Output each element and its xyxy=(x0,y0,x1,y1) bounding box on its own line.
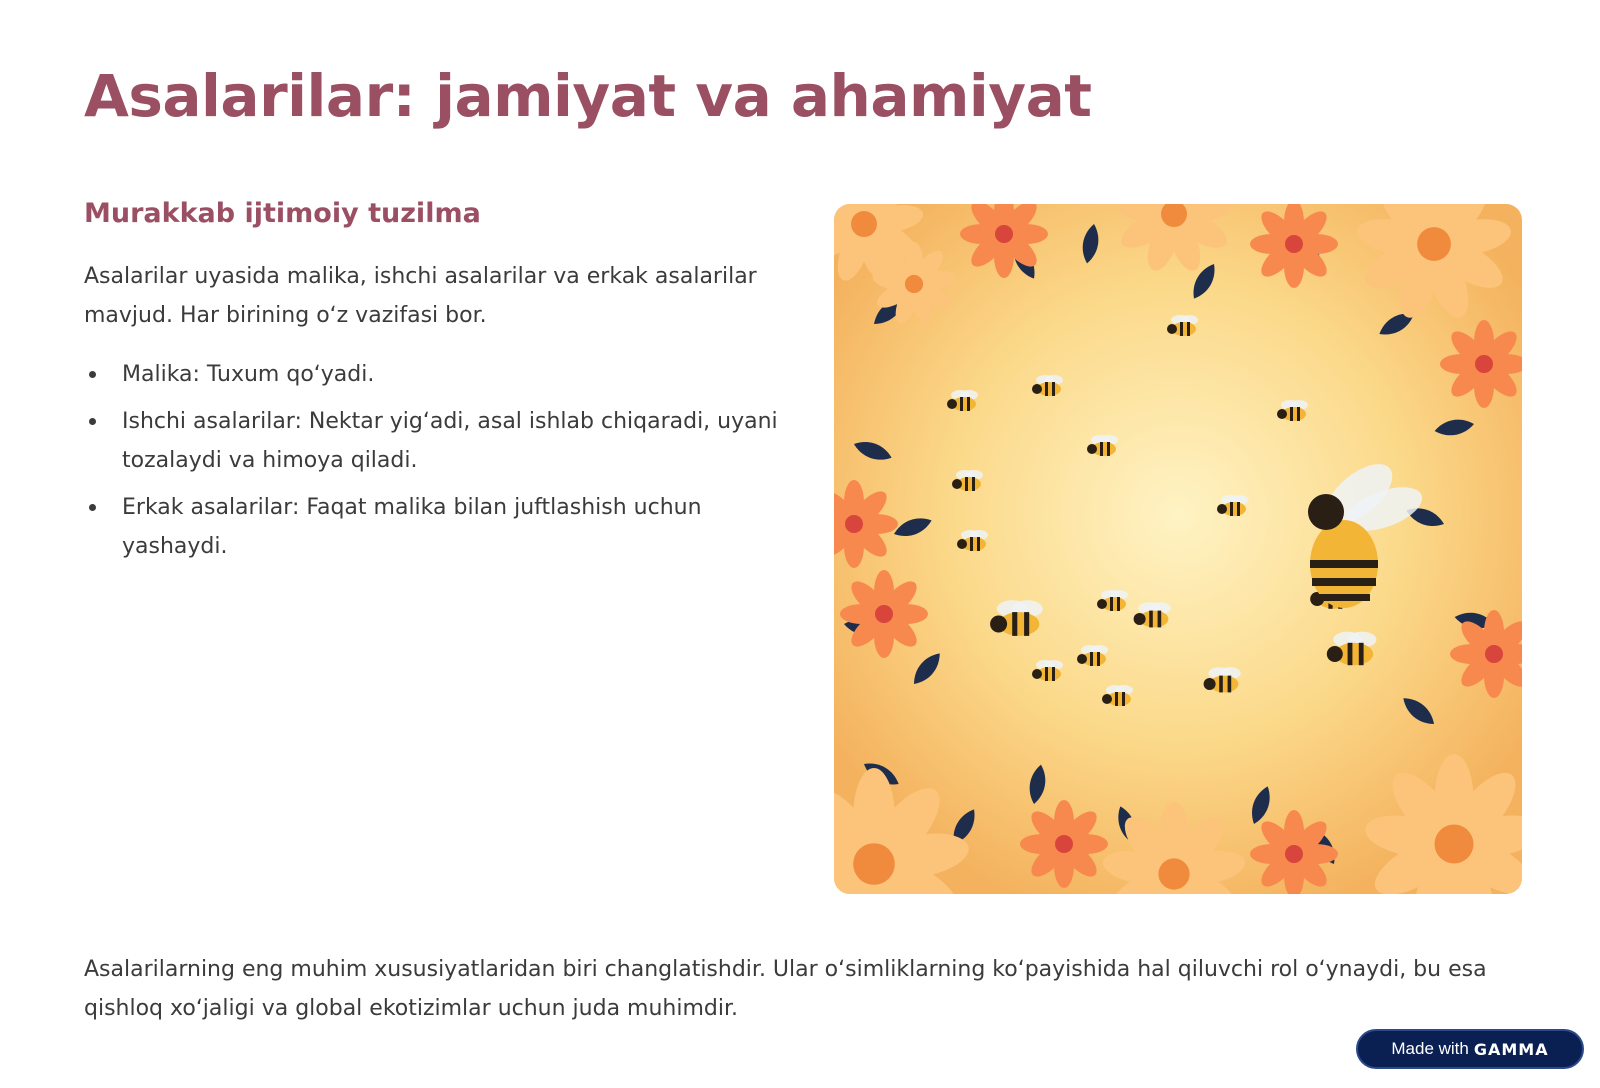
made-with-gamma-badge[interactable] xyxy=(1356,1029,1584,1069)
bullet-dot-icon xyxy=(89,371,96,378)
bullet-list xyxy=(84,355,784,566)
bullet-dot-icon xyxy=(89,418,96,425)
badge-prefix: Made with xyxy=(1391,1039,1469,1058)
list-item xyxy=(84,488,784,566)
section-heading: Murakkab ijtimoiy tuzilma xyxy=(84,198,481,229)
list-item xyxy=(84,402,784,480)
list-item-text: Malika: Tuxum qoʻyadi. xyxy=(122,362,375,387)
bees-illustration xyxy=(834,204,1522,894)
list-item-text: Erkak asalarilar: Faqat malika bilan juftlashish uchun yashaydi. xyxy=(122,495,702,559)
bees-flowers-illustration-icon xyxy=(834,204,1522,894)
bullet-dot-icon xyxy=(89,504,96,511)
list-item xyxy=(84,355,784,394)
intro-paragraph: Asalarilar uyasida malika, ishchi asalarilar va erkak asalarilar mavjud. Har birining oʻz vazifasi bor. xyxy=(84,264,757,328)
gamma-logo-text: GAMMA xyxy=(1473,1039,1549,1059)
list-item-text: Ishchi asalarilar: Nektar yigʻadi, asal ishlab chiqaradi, uyani tozalaydi va himoya qiladi. xyxy=(122,409,778,473)
footer-paragraph: Asalarilarning eng muhim xususiyatlaridan biri changlatishdir. Ular oʻsimliklarning koʻpayishida hal qiluvchi rol oʻynaydi, bu esa qishloq xoʻjaligi va global ekotizimlar uchun juda muhimdir. xyxy=(84,957,1487,1021)
page-title: Asalarilar: jamiyat va ahamiyat xyxy=(84,62,1092,130)
content-column xyxy=(84,198,784,574)
